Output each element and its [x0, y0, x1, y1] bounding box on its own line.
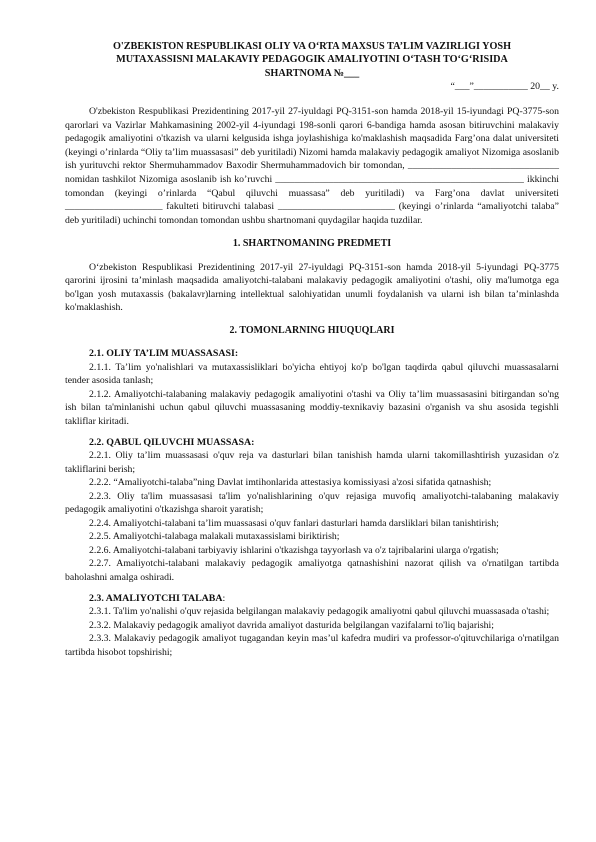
subsection-2-2-title: 2.2. QABUL QILUVCHI MUASSASA:	[89, 436, 255, 448]
subsection-2-3-title-colon: :	[222, 592, 226, 604]
clause-2-3-3: 2.3.3. Malakaviy pedagogik amaliyot tugagandan keyin mas’ul kafedra mudiri va professor-o'qituvchilariga o'rnatilgan tartibda hisobot topshirishi;	[65, 633, 559, 658]
subsection-2-1-title: 2.1. OLIY TA’LIM MUASSASASI:	[89, 348, 239, 360]
section-1-paragraph: O‘zbekiston Respublikasi Prezidentining 2017-yil 27-iyuldagi PQ-3151-son hamda 2018-yil 5-iyundagi PQ-3775 qarorini ijrosini ta’minlash maqsadida amaliyotchi-talabani malakaviy pedagogik amaliyotini o'tashi, oliy ma'lumotga ega bo'lgan yosh mutaxassis (bakalavr)larning intellektual salohiyatidan unumli foydalanish va ularni ish bilan ta’minlashda ko'maklashish.	[65, 261, 559, 314]
clause-2-1-2: 2.1.2. Amaliyotchi-talabaning malakaviy pedagogik amaliyotini o'tashi va Oliy ta’lim muassasasini bitirgandan so'ng ish bilan ta'minlanishi uchun qabul qiluvchi muassasaning moddiy-texnikaviy bazasini o'rganish va shu asosida tegishli takliflar kiritadi.	[65, 388, 559, 428]
clause-2-2-5: 2.2.5. Amaliyotchi-talabaga malakali mutaxassislami biriktirish;	[89, 531, 340, 543]
subsection-2-3-title: 2.3. AMALIYOTCHI TALABA	[89, 592, 223, 604]
spacer	[65, 585, 559, 592]
section-1-heading: 1. SHARTNOMANING PREDMETI	[232, 238, 392, 250]
clause-2-2-4: 2.2.4. Amaliyotchi-talabani ta’lim muassasasi o'quv fanlari dasturlari hamda darsliklari bilan tanishtirish;	[89, 517, 499, 529]
clause-2-3-2: 2.3.2. Malakaviy pedagogik amaliyot davrida amaliyot dasturida belgilangan vazifalarni to'liq bajarishi;	[89, 619, 494, 631]
clause-2-3-1: 2.3.1. Ta'lim yo'nalishi o'quv rejasida belgilangan malakaviy pedagogik amaliyotni qabul qiluvchi muassasada o'tashi;	[89, 606, 550, 618]
clause-2-2-3: 2.2.3. Oliy ta'lim muassasasi ta'lim yo'nalishlarining o'quv rejasiga muvofiq amaliyotchi-talabaning malakaviy pedagogik amaliyotini o'tkazishga sharoit yaratish;	[65, 490, 559, 516]
clause-2-1-1: 2.1.1. Ta’lim yo'nalishlari va mutaxassisliklari bo'yicha ehtiyoj ko'p bo'lgan taqdirda qabul qiluvchi muassasalarni tender asosida tanlash;	[65, 361, 559, 387]
clause-2-2-1: 2.2.1. Oliy ta’lim muassasasi o'quv reja va dasturlari bilan tanishish hamda ularni takomillashtirish yuzasidan o'z takliflarini berish;	[65, 450, 559, 475]
contract-date: “___”___________ 20__ y.	[450, 81, 559, 93]
document-title-line-3: SHARTNOMA №___	[264, 67, 360, 79]
clause-2-2-2: 2.2.2. “Amaliyotchi-talaba”ning Davlat imtihonlarida attestasiya komissiyasi a'zosi sifatida qatnashish;	[89, 477, 492, 489]
section-2-heading: 2. TOMONLARNING HIUQUQLARI	[229, 324, 395, 336]
intro-paragraph: O'zbekiston Respublikasi Prezidentining 2017-yil 27-iyuldagi PQ-3151-son hamda 2018-yil 15-iyundagi PQ-3775-son qarorlari va Vazirlar Mahkamasining 2002-yil 4-iyundagi 198-sonli qarori 6-bandiga hamda asosan bitiruvchini malakaviy pedagogik amaliyotini o'tkazish va ularni kelgusida ishga joylashishiga ko'maklashish maqsadida Farg’ona dalat universiteti (keyingi o’rinlarda “Oliy ta’lim muassasasi” deb yuritiladi) Nizomi hamda malakaviy pedagogik amaliyot Nizomiga asoslanib ish yurituvchi rektor Shermuhammadov Baxodir Shermuhammadovich bir tomondan, _______________________________ nomidan tashkilot Nizomiga asoslanib ish ko’ruvchi ___________________________________________________ ikkinchi tomondan (keyingi o’rinlarda “Qabul qiluvchi muassasa” deb yuritiladi) va Farg’ona davlat universiteti ____________________ fakulteti bitiruvchi talabasi ________________________ (keyingi o’rinlarda “amaliyotchi talaba” deb yuritiladi) uchinchi tomondan tomondan ushbu shartnomani quydagilar haqida tuzdilar.	[65, 106, 559, 226]
clause-2-2-7: 2.2.7. Amaliyotchi-talabani malakaviy pedagogik amaliyotga qatnashishini nazorat qilish va o'rnatilgan tartibda baholashni amalga oshiradi.	[65, 558, 559, 583]
document-title-line-1: O'ZBEKISTON RESPUBLIKASI OLIY VA O‘RTA MAXSUS TA’LIM VAZIRLIGI YOSH	[113, 41, 511, 52]
document-title-line-2: MUTAXASSISNI MALAKAVIY PEDAGOGIK AMALIYOTINI O‘TASH TO‘G‘RISIDA	[116, 54, 508, 66]
subsection-2-3-title-line	[65, 592, 559, 606]
clause-2-2-6: 2.2.6. Amaliyotchi-talabani tarbiyaviy ishlarini o'tkazishga tayyorlash va o'z tajribalarini ularga o'rgatish;	[89, 544, 499, 556]
spacer	[65, 429, 559, 436]
